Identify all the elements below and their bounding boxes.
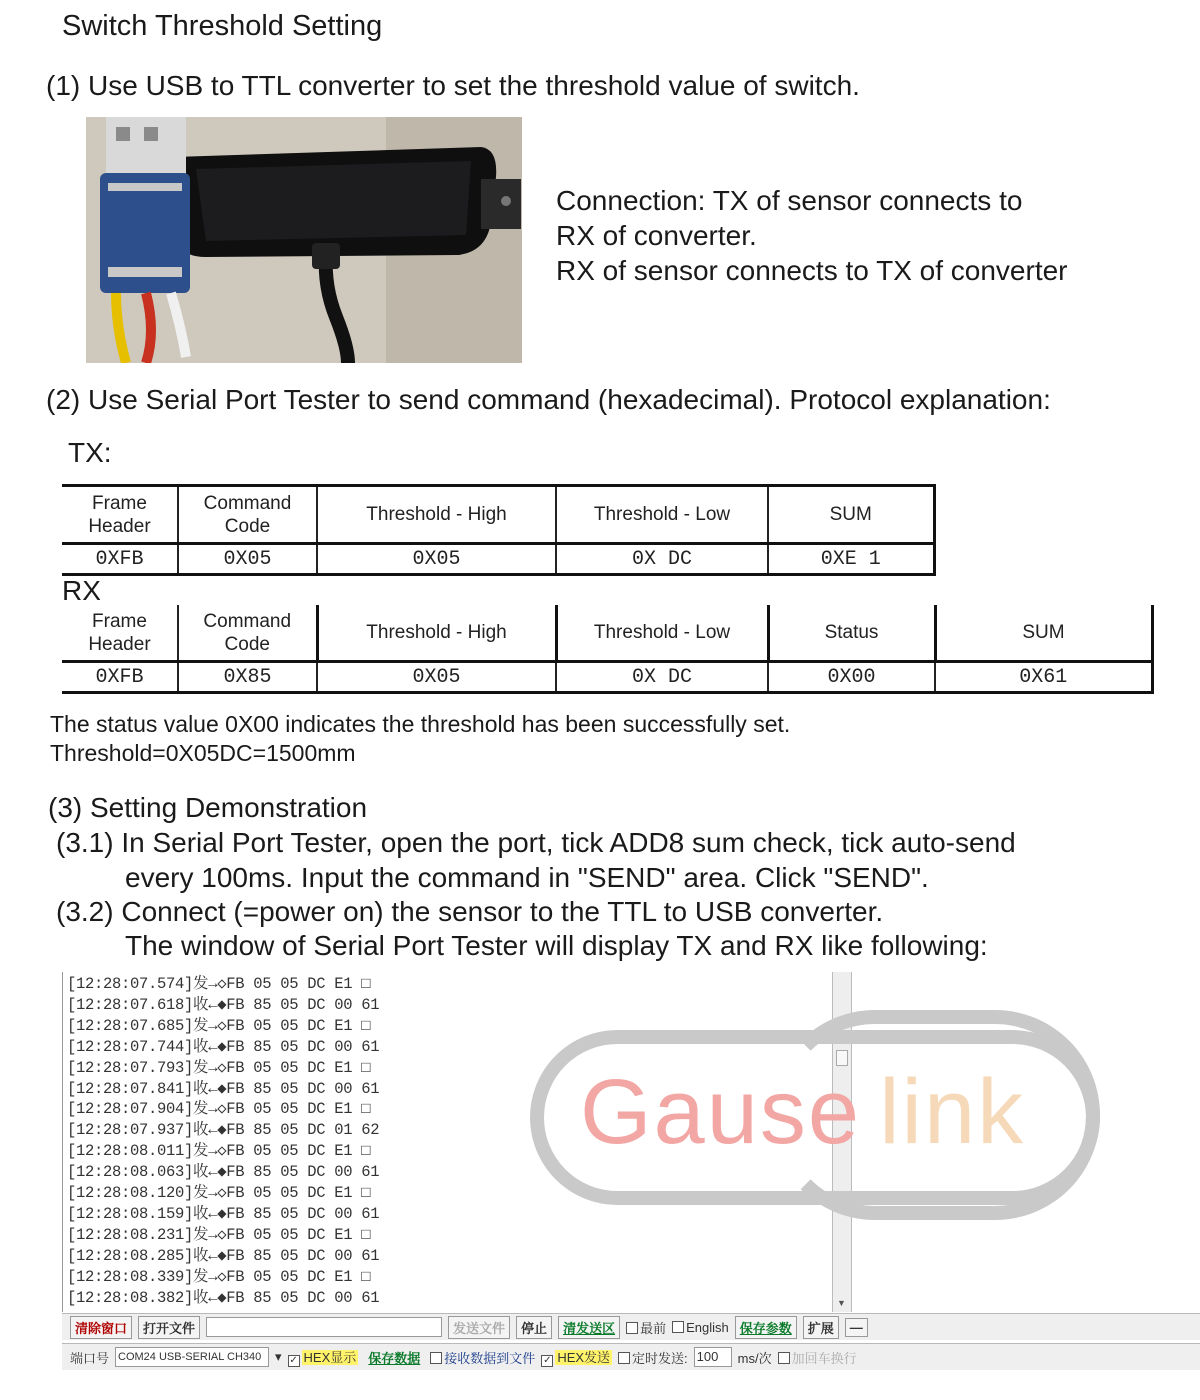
add-newline-checkbox[interactable]: 加回车换行 [778,1348,857,1367]
step-3-2-line-2: The window of Serial Port Tester will display TX and RX like following: [125,930,988,961]
log-line: [12:28:08.159]收←◆FB 85 05 DC 00 61 [67,1204,380,1223]
tx-protocol-table [62,484,936,576]
tx-header-sum: SUM [768,486,934,544]
checkbox-icon [778,1352,790,1364]
usb-ttl-converter-photo [86,117,522,363]
interval-unit: ms/次 [737,1350,772,1366]
checkbox-icon [430,1352,442,1364]
step-1-text: (1) Use USB to TTL converter to set the threshold value of switch. [46,70,860,101]
tx-header-threshold-high: Threshold - High [317,486,556,544]
hex-display-checkbox[interactable]: ✓ HEX显示 [288,1347,359,1367]
log-line: [12:28:07.904]发→◇FB 05 05 DC E1 □ [67,1100,371,1119]
timed-send-checkbox[interactable]: 定时发送: [618,1348,688,1367]
checkbox-icon [541,1355,553,1367]
log-line: [12:28:08.339]发→◇FB 05 05 DC E1 □ [67,1267,371,1286]
chevron-down-icon[interactable]: ▾ [275,1349,282,1364]
send-file-button[interactable]: 发送文件 [448,1316,510,1339]
watermark-logo: Gause link [580,1061,1026,1163]
expand-button[interactable]: 扩展 [803,1316,839,1339]
rx-value-frame-header: 0XFB [62,662,178,693]
checkbox-icon [288,1355,300,1367]
tx-value-frame-header: 0XFB [62,544,178,575]
connection-line-3: RX of sensor connects to TX of converter [556,255,1068,286]
rx-label: RX [62,575,101,606]
top-most-checkbox[interactable]: 最前 [626,1318,666,1337]
step-3-2-line-1: (3.2) Connect (=power on) the sensor to the TTL to USB converter. [56,896,884,927]
port-select[interactable]: COM24 USB-SERIAL CH340 [115,1347,269,1367]
log-line: [12:28:08.063]收←◆FB 85 05 DC 00 61 [67,1163,380,1182]
step-2-text: (2) Use Serial Port Tester to send command (hexadecimal). Protocol explanation: [46,384,1051,415]
rx-header-status: Status [768,605,935,662]
connection-instructions [556,183,1068,288]
log-line: [12:28:08.011]发→◇FB 05 05 DC E1 □ [67,1142,371,1161]
rx-value-row [62,662,1152,693]
log-line: [12:28:07.744]收←◆FB 85 05 DC 00 61 [67,1037,380,1056]
interval-input[interactable]: 100 [694,1347,732,1367]
log-line: [12:28:07.685]发→◇FB 05 05 DC E1 □ [67,1016,371,1035]
log-line: [12:28:07.793]发→◇FB 05 05 DC E1 □ [67,1058,371,1077]
toolbar-row-2 [62,1343,1200,1370]
log-line: [12:28:07.618]收←◆FB 85 05 DC 00 61 [67,995,380,1014]
checkbox-icon [672,1321,684,1333]
tx-header-row [62,486,934,544]
tx-value-threshold-high: 0X05 [317,544,556,575]
rx-header-threshold-high: Threshold - High [317,605,556,662]
clear-window-button[interactable]: 清除窗口 [70,1316,132,1339]
scroll-down-arrow-icon[interactable]: ▼ [837,1298,846,1308]
tx-label: TX: [68,437,112,468]
rx-value-status: 0X00 [768,662,935,693]
status-note: The status value 0X00 indicates the threshold has been successfully set. [50,711,791,737]
collapse-button[interactable]: — [845,1318,868,1337]
log-line: [12:28:08.231]发→◇FB 05 05 DC E1 □ [67,1225,371,1244]
rx-value-threshold-high: 0X05 [317,662,556,693]
connection-line-1: Connection: TX of sensor connects to [556,185,1023,216]
rx-protocol-table [62,605,1154,694]
port-label: 端口号 [70,1350,110,1366]
recv-to-file-checkbox[interactable]: 接收数据到文件 [430,1348,535,1367]
english-checkbox[interactable]: English [672,1320,729,1335]
rx-header-row [62,605,1152,662]
step-3-1-line-2: every 100ms. Input the command in "SEND" area. Click "SEND". [125,862,929,893]
page-title: Switch Threshold Setting [62,10,383,42]
tx-value-sum: 0XE 1 [768,544,934,575]
rx-value-threshold-low: 0X DC [556,662,768,693]
log-line: [12:28:07.574]发→◇FB 05 05 DC E1 □ [67,975,371,993]
save-params-button[interactable]: 保存参数 [735,1316,797,1339]
checkbox-icon [618,1352,630,1364]
tx-value-row [62,544,934,575]
threshold-note: Threshold=0X05DC=1500mm [50,740,356,766]
rx-header-threshold-low: Threshold - Low [556,605,768,662]
toolbar-row-1 [62,1313,1200,1340]
open-file-button[interactable]: 打开文件 [138,1316,200,1339]
log-lines [67,974,379,1309]
tx-header-threshold-low: Threshold - Low [556,486,768,544]
rx-header-command-code: Command Code [178,605,317,662]
log-line: [12:28:07.937]收←◆FB 85 05 DC 01 62 [67,1121,380,1140]
log-line: [12:28:08.382]收←◆FB 85 05 DC 00 61 [67,1288,380,1307]
rx-header-frame-header: Frame Header [62,605,178,662]
connection-line-2: RX of converter. [556,220,757,251]
tx-header-frame-header: Frame Header [88,492,151,537]
rx-value-command-code: 0X85 [178,662,317,693]
file-path-input[interactable] [206,1317,442,1337]
log-line: [12:28:07.841]收←◆FB 85 05 DC 00 61 [67,1079,380,1098]
rx-header-sum: SUM [935,605,1152,662]
tx-header-command-code: Command Code [178,486,317,544]
log-line: [12:28:08.120]发→◇FB 05 05 DC E1 □ [67,1184,371,1203]
clear-send-button[interactable]: 清发送区 [558,1316,620,1339]
step-3-heading: (3) Setting Demonstration [48,792,368,823]
stop-button[interactable]: 停止 [516,1316,552,1339]
tx-value-threshold-low: 0X DC [556,544,768,575]
tx-value-command-code: 0X05 [178,544,317,575]
hex-send-checkbox[interactable]: ✓ HEX发送 [541,1347,612,1367]
checkbox-icon [626,1322,638,1334]
step-3-1-line-1: (3.1) In Serial Port Tester, open the port, tick ADD8 sum check, tick auto-send [56,827,1016,858]
rx-value-sum: 0X61 [935,662,1152,693]
save-data-button[interactable]: 保存数据 [368,1350,421,1366]
log-line: [12:28:08.285]收←◆FB 85 05 DC 00 61 [67,1246,380,1265]
